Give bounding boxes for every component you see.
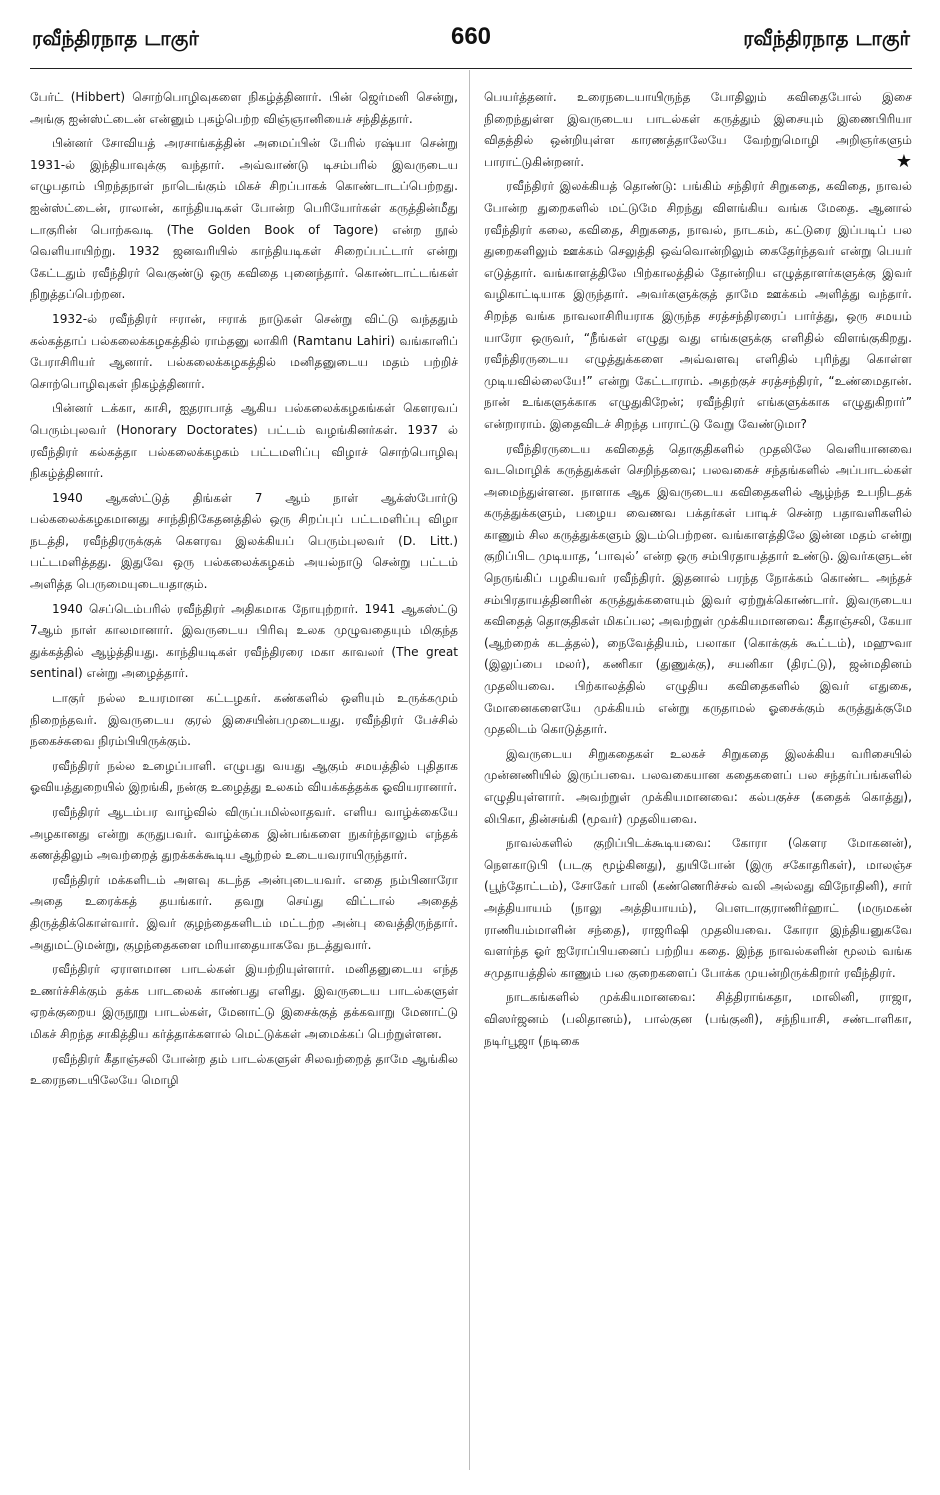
section-end-star-icon: ★ xyxy=(895,150,912,172)
paragraph xyxy=(484,87,912,173)
paragraph-text: பெயர்த்தனர். உரைநடையாயிருந்த போதிலும் கவிதைபோல் இசை நிறைந்துள்ள இவருடைய பாடல்கள் கருத்தும் இசையும் இணைபிரியா விதத்தில் ஒன்றியுள்ள காரணத்தாலேயே வேற்றுமொழி அறிஞர்களும் பாராட்டுகின்றனர். xyxy=(484,90,912,169)
paragraph: பின்னர் டக்கா, காசி, ஐதராபாத் ஆகிய பல்கலைக்கழகங்கள் கௌரவப் பெரும்புலவர் (Honorary Doctorates) பட்டம் வழங்கினர்கள். 1937 ல் ரவீந்திரர் கல்கத்தா பல்கலைக்கழகம் பட்டமளிப்பு விழாச் சொற்பொழிவு நிகழ்த்தினார். xyxy=(30,401,458,481)
paragraph: பின்னர் சோவியத் அரசாங்கத்தின் அமைப்பின் பேரில் ரஷ்யா சென்று 1931-ல் இந்தியாவுக்கு வந்தார். அவ்வாண்டு டிசம்பரில் இவருடைய எழுபதாம் பிறந்தநாள் நாடெங்கும் மிகச் சிறப்பாகக் கொண்டாடப்பெற்றது. ஐன்ஸ்ட்டைன், ராலான், காந்தியடிகள் போன்ற பெரியோர்கள் கருத்தின்மீது டாகுரின் பொற்சுவடி (The Golden Book of Tagore) என்ற நூல் வெளியாயிற்று. 1932 ஜனவரியில் காந்தியடிகள் சிறைப்பட்டார் என்று கேட்டதும் ரவீந்திரர் வெகுண்டு ஒரு கவிதை புனைந்தார். கொண்டாட்டங்கள் நிறுத்தப்பெற்றன. xyxy=(30,136,458,302)
page-header xyxy=(30,22,912,69)
paragraph: ரவீந்திரர் நல்ல உழைப்பாளி. எழுபது வயது ஆகும் சமயத்தில் புதிதாக ஓவியத்துறையில் இறங்கி, நன்கு உழைத்து உலகம் வியக்கத்தக்க ஓவியரானார். xyxy=(30,758,458,795)
paragraph: 1940 செப்டெம்பரில் ரவீந்திரர் அதிகமாக நோயுற்றார். 1941 ஆகஸ்ட்டு 7ஆம் நாள் காலமானார். இவருடைய பிரிவு உலக முழுவதையும் மிகுந்த துக்கத்தில் ஆழ்த்தியது. காந்தியடிகள் ரவீந்திரரை மகா காவலர் (The great sentinal) என்று அழைத்தார். xyxy=(30,601,458,681)
paragraph: ரவீந்திரருடைய கவிதைத் தொகுதிகளில் முதலிலே வெளியானவை வடமொழிக் கருத்துக்கள் செறிந்தவை; பலவகைச் சந்தங்களில் அப்பாடல்கள் அமைந்துள்ளன. நாளாக ஆக இவருடைய கவிதைகளில் ஆழ்ந்த உபநிடதக் கருத்துக்களும், பழைய வைணவ பக்தர்கள் பாடிச் சென்ற பதாவளிகளில் காணும் சில கருத்துக்களும் இடம்பெற்றன. வங்காளத்திலே இன்ன மதம் என்று குறிப்பிட முடியாத, ‘பாவுல்’ என்ற ஒரு சம்பிரதாயத்தார் உண்டு. இவர்களுடன் நெருங்கிப் பழகியவர் ரவீந்திரர். இதனால் பரந்த நோக்கம் கொண்ட அந்தச் சம்பிரதாயத்தினரின் கருத்துக்களையும் இவர் ஏற்றுக்கொண்டார். இவருடைய கவிதைத் தொகுதிகள் மிகப்பல; அவற்றுள் முக்கியமானவை: கீதாஞ்சலி, கேயா (ஆற்றைக் கடத்தல்), நைவேத்தியம், பலாகா (கொக்குக் கூட்டம்), மஹுவா (இலுப்பை மலர்), கணிகா (துணுக்கு), சயனிகா (திரட்டு), ஜன்மதினம் முதலியவை. பிற்காலத்தில் எழுதிய கவிதைகளில் இவர் எதுகை, மோனைகளையே முக்கியம் என்று கருதாமல் ஓசைக்கும் கருத்துக்குமே முதலிடம் கொடுத்தார். xyxy=(484,441,912,737)
paragraph: இவருடைய சிறுகதைகள் உலகச் சிறுகதை இலக்கிய வரிசையில் முன்னணியில் இருப்பவை. பலவகையான கதைகளைப் பல சந்தர்ப்பங்களில் எழுதியுள்ளார். அவற்றுள் முக்கியமானவை: கல்பகுச்ச (கதைக் கொத்து), லிபிகா, தின்சங்கி (மூவர்) முதலியவை. xyxy=(484,746,912,826)
paragraph: ரவீந்திரர் ஆடம்பர வாழ்வில் விருப்பமில்லாதவர். எளிய வாழ்க்கையே அழகானது என்று கருதுபவர். வாழ்க்கை இன்பங்களை நுகர்ந்தாலும் எந்தக் கணத்திலும் அவற்றைத் துறக்கக்கூடிய ஆற்றல் உடையவராயிருந்தார். xyxy=(30,805,458,863)
running-title-right: ரவீந்திரநாத டாகுர் xyxy=(743,26,910,50)
column-divider xyxy=(469,70,470,1470)
paragraph: ரவீந்திரர் மக்களிடம் அளவு கடந்த அன்புடையவர். எதை நம்பினாரோ அதை உரைக்கத் தயங்கார். தவறு செய்து விட்டால் அதைத் திருத்திக்கொள்வார். இவர் குழந்தைகளிடம் மட்டற்ற அன்பு வைத்திருந்தார். அதுமட்டுமன்று, குழந்தைகளை மரியாதையாகவே நடத்துவார். xyxy=(30,872,458,952)
two-column-body xyxy=(30,87,912,1095)
paragraph: ரவீந்திரர் கீதாஞ்சலி போன்ற தம் பாடல்களுள் சிலவற்றைத் தாமே ஆங்கில உரைநடையிலேயே மொழி xyxy=(30,1051,458,1088)
paragraph: நாடகங்களில் முக்கியமானவை: சித்திராங்கதா, மாலினி, ராஜா, விஸர்ஜனம் (பலிதானம்), பால்குன (பங்குனி), சந்நியாசி, சண்டாளிகா, நடிர்பூஜா (நடிகை xyxy=(484,990,912,1048)
right-column xyxy=(484,87,912,1095)
paragraph: 1932-ல் ரவீந்திரர் ஈரான், ஈராக் நாடுகள் சென்று விட்டு வந்ததும் கல்கத்தாப் பல்கலைக்கழகத்தில் ராம்தனு லாகிரி (Ramtanu Lahiri) வங்காளிப் பேராசிரியர் ஆனார். பல்கலைக்கழகத்தில் மனிதனுடைய மதம் பற்றிச் சொற்பொழிவுகள் நிகழ்த்தினார். xyxy=(30,311,458,391)
paragraph: ரவீந்திரர் ஏராளமான பாடல்கள் இயற்றியுள்ளார். மனிதனுடைய எந்த உணர்ச்சிக்கும் தக்க பாடலைக் காண்பது எளிது. இவருடைய பாடல்களுள் ஏறக்குறைய இருநூறு பாடல்கள், மேனாட்டு இசைக்குத் தக்கவாறு மேனாட்டு மிகச் சிறந்த சாகித்திய கர்த்தாக்களால் மெட்டுக்கள் அமைக்கப் பெற்றுள்ளன. xyxy=(30,962,458,1041)
page-number: 660 xyxy=(450,23,492,50)
paragraph: நாவல்களில் குறிப்பிடக்கூடியவை: கோரா (கௌர மோகனன்), நௌகாடுபி (படகு மூழ்கினது), துயிபோன் (இரு சகோதரிகள்), மாலஞ்ச (பூந்தோட்டம்), சோகேர் பாலி (கண்ணெரிச்சல் வலி அல்லது விநோதினி), சார் அத்தியாயம் (நாலு அத்தியாயம்), பௌடாகுராணிர்ஹாட் (மருமகன் ராணியம்மாளின் சந்தை), ராஜரிஷி முதலியவை. கோரா இந்தியனுகவே வளர்ந்த ஓர் ஐரோப்பியனைப் பற்றிய கதை. இந்த நாவல்களின் மூலம் வங்க சமுதாயத்தில் காணும் பல குறைகளைப் போக்க முயன்றிருக்கிறார் ரவீந்திரர். xyxy=(484,836,912,980)
paragraph: 1940 ஆகஸ்ட்டுத் திங்கள் 7 ஆம் நாள் ஆக்ஸ்போர்டு பல்கலைக்கழகமானது சாந்திநிகேதனத்தில் ஒரு சிறப்புப் பட்டமளிப்பு விழா நடத்தி, ரவீந்திரருக்குக் கௌரவ இலக்கியப் பெரும்புலவர் (D. Litt.) பட்டமளித்தது. இதுவே ஒரு பல்கலைக்கழகம் அயல்நாடு சென்று பட்டம் அளித்த பெருமையுடையதாகும். xyxy=(30,490,458,592)
paragraph: பேர்ட் (Hibbert) சொற்பொழிவுகளை நிகழ்த்தினார். பின் ஜெர்மனி சென்று, அங்கு ஐன்ஸ்ட்டைன் என்னும் புகழ்பெற்ற விஞ்ஞானியைச் சந்தித்தார். xyxy=(30,90,458,126)
paragraph: டாகுர் நல்ல உயரமான கட்டழகர். கண்களில் ஒளியும் உருக்கமும் நிறைந்தவர். இவருடைய குரல் இசையின்பமுடையது. ரவீந்திரர் பேச்சில் நகைச்சுவை நிரம்பியிருக்கும். xyxy=(30,691,458,749)
left-column xyxy=(30,87,458,1095)
running-title-left: ரவீந்திரநாத டாகுர் xyxy=(32,26,199,50)
paragraph: ரவீந்திரர் இலக்கியத் தொண்டு: பங்கிம் சந்திரர் சிறுகதை, கவிதை, நாவல் போன்ற துறைகளில் மட்டுமே சிறந்து விளங்கிய வங்க மேதை. ஆனால் ரவீந்திரர் கலை, கவிதை, சிறுகதை, நாவல், நாடகம், கட்டுரை இப்படிப் பல துறைகளிலும் ஊக்கம் செலுத்தி ஒவ்வொன்றிலும் கைதேர்ந்தவர் என்று பெயர் எடுத்தார். வங்காளத்திலே பிற்காலத்தில் தோன்றிய எழுத்தாளர்களுக்கு இவர் வழிகாட்டியாக இருந்தார். அவர்களுக்குத் தாமே ஊக்கம் அளித்து வந்தார். சிறந்த வங்க நாவலாசிரியராக இருந்த சரத்சந்திரரைப் பார்த்து, ஒரு சமயம் யாரோ ஒருவர், “நீங்கள் எழுது வது எங்களுக்கு எளிதில் விளங்குகிறது. ரவீந்திரருடைய எழுத்துக்களை அவ்வளவு எளிதில் புரிந்து கொள்ள முடியவில்லையே!” என்று கேட்டாராம். அதற்குச் சரத்சந்திரர், “உண்மைதான். நான் உங்களுக்காக எழுதுகிறேன்; ரவீந்திரர் எங்களுக்காக எழுதுகிறார்” என்றாராம். இதைவிடச் சிறந்த பாராட்டு வேறு வேண்டுமா? xyxy=(484,179,912,431)
